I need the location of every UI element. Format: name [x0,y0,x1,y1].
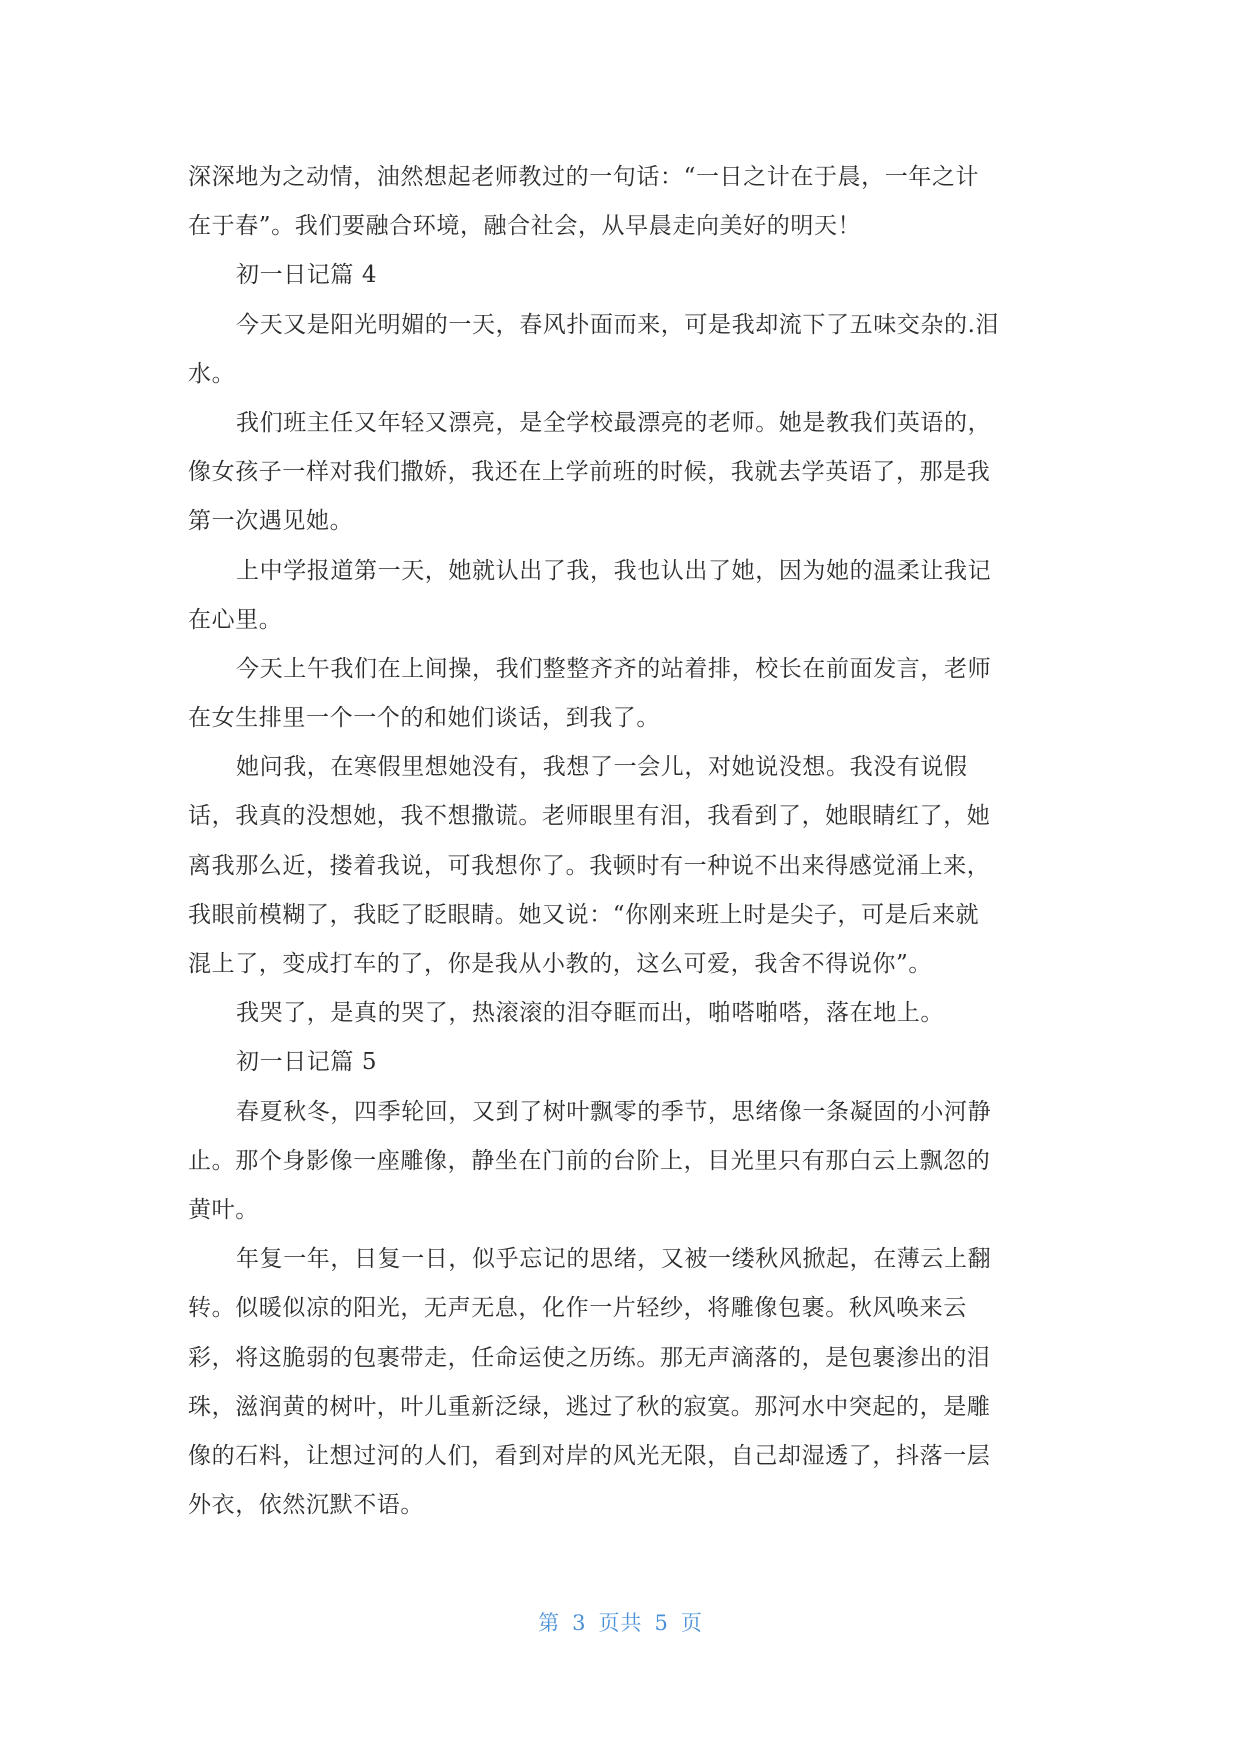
text-line: 我哭了，是真的哭了，热滚滚的泪夺眶而出，啪嗒啪嗒，落在地上。 [236,1000,944,1027]
text-line: 珠，滋润黄的树叶，叶儿重新泛绿，逃过了秋的寂寞。那河水中突起的，是雕 [188,1393,991,1420]
text-line: 在于春”。我们要融合环境，融合社会，从早晨走向美好的明天！ [188,213,862,240]
text-line: 今天又是阳光明媚的一天，春风扑面而来，可是我却流下了五味交杂的.泪 [236,311,1000,338]
text-line: 深深地为之动情，油然想起老师教过的一句话：“一日之计在于晨，一年之计 [188,164,980,190]
text-line: 外衣，依然沉默不语。 [188,1492,424,1519]
page-footer [0,1607,1241,1637]
footer-middle: 页共 [598,1611,643,1635]
text-line: 第一次遇见她。 [188,508,354,535]
text-line: 话，我真的没想她，我不想撒谎。老师眼里有泪，我看到了，她眼睛红了，她 [188,803,991,830]
text-line: 止。那个身影像一座雕像，静坐在门前的台阶上，目光里只有那白云上飘忽的 [188,1147,991,1174]
text-line: 初一日记篇 5 [236,1049,378,1076]
footer-total-pages: 5 [654,1611,669,1635]
text-line: 上中学报道第一天，她就认出了我，我也认出了她，因为她的温柔让我记 [236,557,992,584]
footer-suffix: 页 [680,1611,703,1635]
text-line: 彩，将这脆弱的包裹带走，任命运使之历练。那无声滴落的，是包裹渗出的泪 [188,1344,991,1371]
text-line: 水。 [188,360,236,387]
text-line: 黄叶。 [188,1196,259,1223]
text-line: 年复一年，日复一日，似乎忘记的思绪，又被一缕秋风掀起，在薄云上翻 [236,1246,992,1273]
text-line: 像的石料，让想过河的人们，看到对岸的风光无限，自己却湿透了，抖落一层 [188,1442,991,1469]
text-line: 我们班主任又年轻又漂亮，是全学校最漂亮的老师。她是教我们英语的， [236,409,992,436]
footer-prefix: 第 [538,1611,561,1635]
text-line: 在心里。 [188,606,283,633]
text-line: 离我那么近，搂着我说，可我想你了。我顿时有一种说不出来得感觉涌上来， [188,852,991,879]
text-line: 初一日记篇 4 [236,262,378,289]
text-line: 我眼前模糊了，我眨了眨眼睛。她又说：“你刚来班上时是尖子，可是后来就 [188,901,980,928]
document-body [188,153,1050,1530]
text-line: 在女生排里一个一个的和她们谈话，到我了。 [188,705,660,732]
text-line: 像女孩子一样对我们撒娇，我还在上学前班的时候，我就去学英语了，那是我 [188,459,991,486]
text-line: 她问我，在寒假里想她没有，我想了一会儿，对她说没想。我没有说假 [236,754,968,781]
text-line: 转。似暖似凉的阳光，无声无息，化作一片轻纱，将雕像包裹。秋风唤来云 [188,1295,967,1322]
text-line: 春夏秋冬，四季轮回，又到了树叶飘零的季节，思绪像一条凝固的小河静 [236,1098,992,1125]
footer-current-page: 3 [572,1611,587,1635]
text-line: 今天上午我们在上间操，我们整整齐齐的站着排，校长在前面发言，老师 [236,655,992,682]
text-line: 混上了，变成打车的了，你是我从小教的，这么可爱，我舍不得说你”。 [188,951,932,977]
